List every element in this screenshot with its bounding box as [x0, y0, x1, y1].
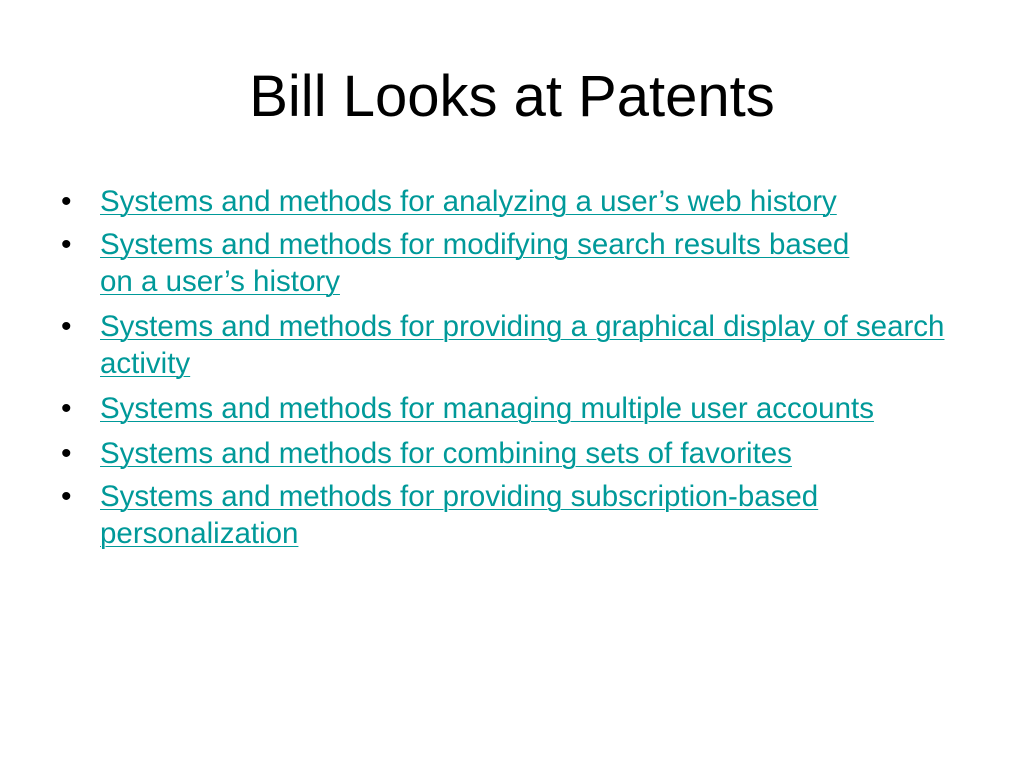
- list-item: [55, 308, 975, 382]
- bullet-icon: •: [61, 310, 72, 343]
- list-item: [55, 390, 975, 427]
- bullet-icon: •: [61, 392, 72, 425]
- bullet-list: [55, 183, 975, 558]
- list-item: [55, 478, 975, 552]
- list-item: [55, 435, 975, 472]
- patent-link[interactable]: Systems and methods for providing subscription-based personalization: [100, 480, 819, 550]
- list-item: [55, 183, 975, 220]
- slide-title: Bill Looks at Patents: [249, 64, 775, 129]
- patent-link[interactable]: Systems and methods for providing a graphical display of search activity: [100, 310, 945, 380]
- patent-link[interactable]: Systems and methods for modifying search results based on a user’s history: [100, 228, 850, 298]
- bullet-icon: •: [61, 480, 72, 513]
- patent-link[interactable]: Systems and methods for analyzing a user’s web history: [100, 185, 837, 218]
- bullet-icon: •: [61, 228, 72, 261]
- list-item: [55, 226, 975, 300]
- patent-link[interactable]: Systems and methods for managing multiple user accounts: [100, 392, 874, 425]
- patent-link[interactable]: Systems and methods for combining sets of favorites: [100, 437, 792, 470]
- bullet-icon: •: [61, 437, 72, 470]
- bullet-icon: •: [61, 185, 72, 218]
